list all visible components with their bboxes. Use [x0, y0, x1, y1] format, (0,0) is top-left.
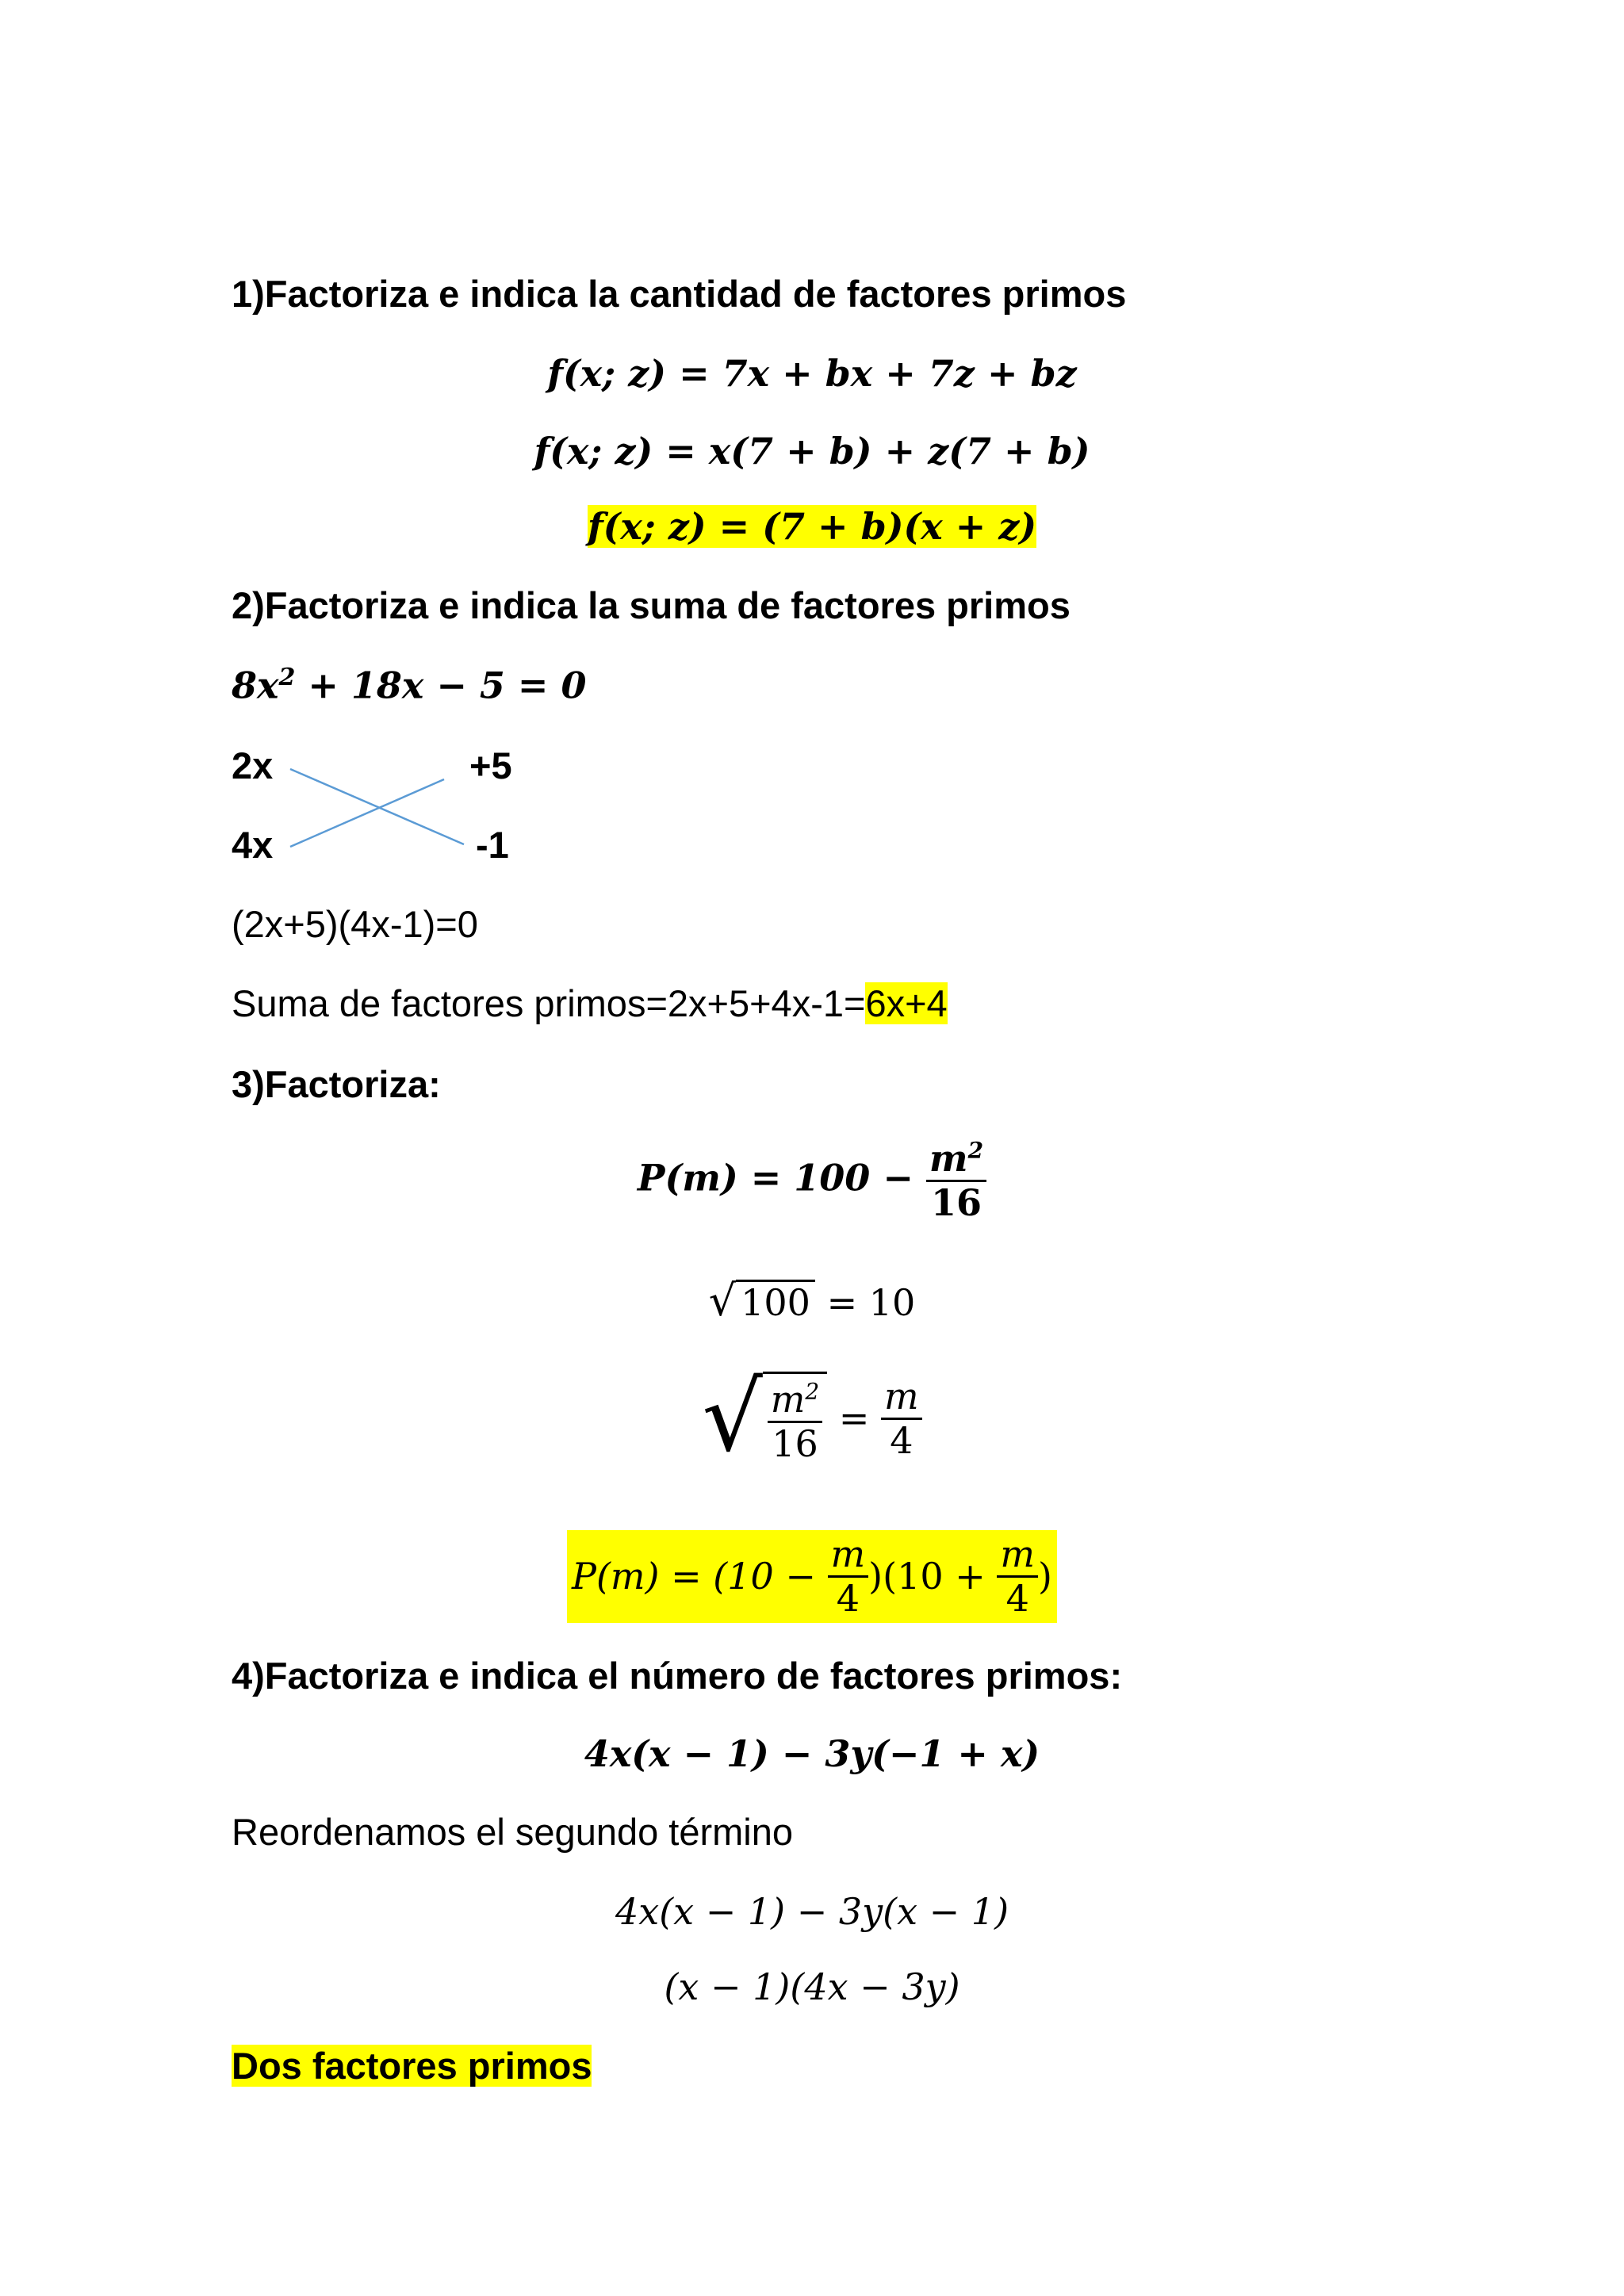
cross-line-up — [290, 779, 444, 847]
problem4-answer: Dos factores primos — [232, 2045, 592, 2087]
problem3-sqrt-100 — [0, 1276, 1624, 1326]
sqrt-result-fraction: $\frac{m}{4}$ — [881, 1376, 922, 1462]
problem4-step2: (x − 1)(4x − 3y) — [664, 1965, 960, 2008]
problem1-line2: f(x; z) = x(7 + b) + z(7 + b) — [534, 430, 1090, 473]
expr-numerator: $m^2$ — [926, 1138, 986, 1182]
expr-lhs: P(m) = 100 − — [637, 1156, 914, 1200]
aspa-right-bottom: -1 — [476, 824, 509, 866]
problem4-answer-wrap — [232, 2045, 592, 2087]
radical-icon: √ — [702, 1363, 763, 1473]
aspa-right-top: +5 — [469, 744, 512, 786]
equation-exponent: 2 — [278, 664, 296, 691]
sum-text: Suma de factores primos=2x+5+4x-1= — [232, 982, 866, 1024]
problem1-line1: f(x; z) = 7x + bx + 7z + bz — [547, 352, 1077, 395]
sqrt-equals: = — [838, 1396, 870, 1440]
problem4-note: Reordenamos el segundo término — [232, 1811, 794, 1853]
cross-line-down — [290, 769, 464, 844]
problem4-step1: 4x(x − 1) − 3y(x − 1) — [615, 1890, 1009, 1933]
problem3-result: P(m) = (10 − $\frac{m}{4}$ )(10 + $\frac{m}{4}$ ) — [567, 1530, 1057, 1623]
sqrt-body — [763, 1372, 827, 1465]
expr-fraction — [926, 1138, 986, 1224]
problem3-result-wrap — [0, 1530, 1624, 1623]
problem4-expression: 4x(x − 1) − 3y(−1 + x) — [584, 1732, 1040, 1775]
problem3-expression — [0, 1138, 1624, 1224]
problem2-sum-line — [232, 983, 948, 1024]
problem4-heading: 4)Factoriza e indica el número de factores primos: — [232, 1655, 1123, 1697]
equation-rest: + 18x − 5 = 0 — [295, 664, 587, 707]
aspa-left-bottom: 4x — [232, 824, 274, 866]
equation-lhs: 8x — [232, 664, 279, 707]
problem1-result: f(x; z) = (7 + b)(x + z) — [587, 505, 1037, 548]
radical-icon: √ — [708, 1276, 737, 1326]
sqrt-fraction: $\frac{m^2}{16}$ — [768, 1379, 822, 1465]
problem2-factored: (2x+5)(4x-1)=0 — [232, 903, 478, 945]
problem3-heading: 3)Factoriza: — [232, 1063, 441, 1105]
sqrt-result: = 10 — [826, 1281, 916, 1324]
expr-denominator: 16 — [930, 1181, 982, 1224]
aspa-cross-lines — [0, 0, 1624, 951]
sum-result: 6x+4 — [865, 982, 948, 1024]
problem3-sqrt-fraction — [0, 1364, 1624, 1473]
sqrt-arg: 100 — [736, 1280, 815, 1324]
aspa-left-top: 2x — [232, 744, 274, 786]
problem2-heading: 2)Factoriza e indica la suma de factores primos — [232, 584, 1071, 626]
problem1-heading: 1)Factoriza e indica la cantidad de factores primos — [232, 273, 1127, 315]
